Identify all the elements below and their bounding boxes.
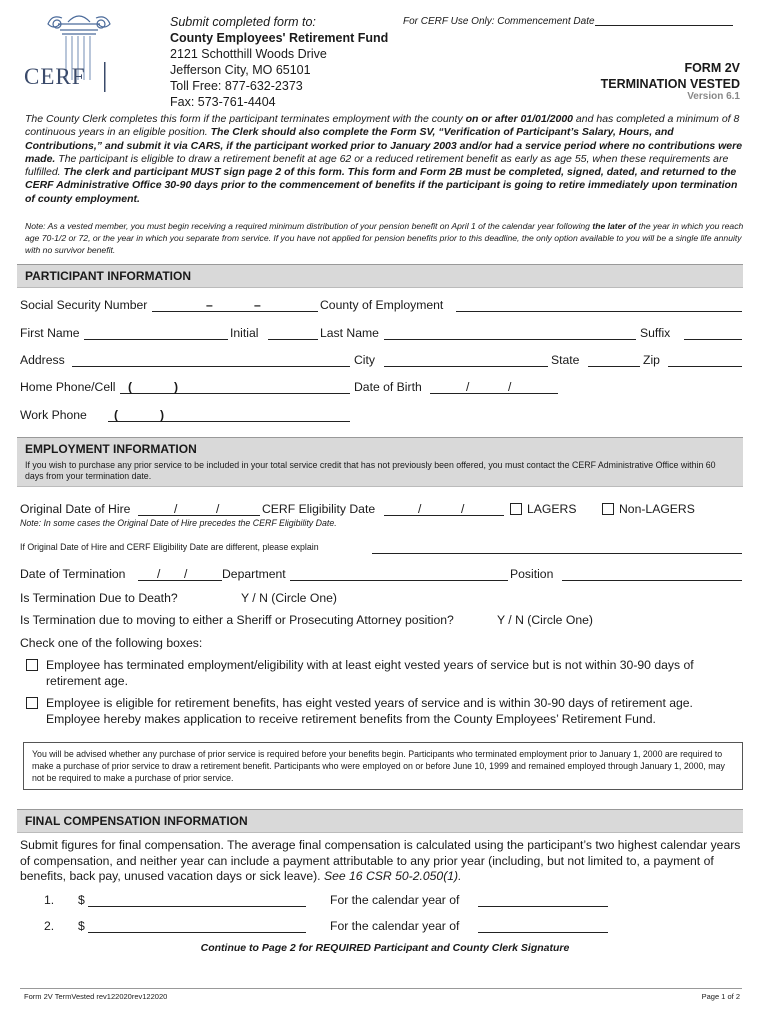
elig-slash-2: / — [461, 502, 465, 516]
first-name-label: First Name — [20, 326, 80, 340]
death-question: Is Termination Due to Death? — [20, 591, 178, 605]
intro-bold-2: The Clerk should also complete the Form SV, “Verification of Participant’s Salary, Hours, and Contributions,” and submit it via CARS, if the participant worked prior to January 2003 and/or had a service period where no contributions were made. — [25, 126, 743, 165]
hire-slash-2: / — [216, 502, 220, 516]
suffix-field[interactable] — [684, 339, 742, 340]
commencement-date-label: For CERF Use Only: Commencement Date — [403, 16, 595, 27]
work-phone-label: Work Phone — [20, 408, 87, 422]
state-field[interactable] — [588, 366, 640, 367]
first-name-field[interactable] — [84, 339, 228, 340]
footer-form-id: Form 2V TermVested rev122020rev122020 — [24, 992, 168, 1001]
option-1-text: Employee has terminated employment/eligibility with at least eight vested years of service but is not within 30-90 days of retirement age. — [46, 658, 694, 688]
continue-notice: Continue to Page 2 for REQUIRED Participant and County Clerk Signature — [200, 942, 570, 954]
final-comp-text: Submit figures for final compensation. The average final compensation is calculated using the participant’s two highest calendar years of compensation, and neither year can include a payment attributable to any prior year (including, but not limited to, a payment of benefits, back pay, unused vacation days or sick leave). — [20, 838, 741, 883]
dob-label: Date of Birth — [354, 380, 422, 394]
hire-date-label: Original Date of Hire — [20, 502, 131, 516]
intro-bold-3: The clerk and participant MUST sign page 2 of this form. This form and Form 2B must be completed, signed, dated, and returned to the CERF Administrative Office 30-90 days prior to the commencement of benefits if the participant is going to retire immediately upon termination of county employment. — [25, 166, 738, 205]
non-lagers-checkbox[interactable] — [602, 503, 614, 515]
intro-text-1: The County Clerk completes this form if the participant terminates employment with the county — [25, 113, 466, 125]
fax: Fax: 573-761-4404 — [170, 95, 276, 109]
address-label: Address — [20, 353, 65, 367]
employment-section-heading — [17, 437, 743, 487]
logo-wordmark: CERF — [24, 64, 86, 89]
commencement-date-field[interactable] — [595, 16, 733, 26]
comp-row-2-amount-field[interactable] — [88, 932, 306, 933]
ssn-label: Social Security Number — [20, 298, 148, 312]
rmd-note — [25, 220, 745, 256]
form-title: TERMINATION VESTED — [600, 77, 740, 91]
suffix-label: Suffix — [640, 326, 671, 340]
term-slash-1: / — [157, 567, 161, 581]
final-comp-paragraph — [20, 838, 742, 885]
non-lagers-label: Non-LAGERS — [619, 502, 695, 516]
dob-field[interactable] — [430, 393, 558, 394]
elig-slash-1: / — [418, 502, 422, 516]
home-phone-label: Home Phone/Cell — [20, 380, 116, 394]
comp-row-2-year-label: For the calendar year of — [330, 919, 460, 933]
initial-label: Initial — [230, 326, 259, 340]
comp-row-1-year-field[interactable] — [478, 906, 608, 907]
department-label: Department — [222, 567, 286, 581]
sheriff-answer[interactable]: Y / N (Circle One) — [497, 613, 593, 627]
eligibility-date-label: CERF Eligibility Date — [262, 502, 376, 516]
option-1-checkbox[interactable] — [26, 659, 38, 671]
last-name-field[interactable] — [384, 339, 636, 340]
state-label: State — [551, 353, 580, 367]
org-name: County Employees' Retirement Fund — [170, 31, 389, 45]
address-line-1: 2121 Schotthill Woods Drive — [170, 47, 327, 61]
intro-text-2: and has completed a minimum of 8 continuous years in an eligible position. — [25, 113, 740, 139]
initial-field[interactable] — [268, 339, 318, 340]
lagers-checkbox[interactable] — [510, 503, 522, 515]
zip-label: Zip — [643, 353, 660, 367]
comp-row-1-dollar: $ — [78, 893, 85, 907]
submit-address-block — [170, 14, 388, 110]
hire-note: Note: In some cases the Original Date of Hire precedes the CERF Eligibility Date. — [20, 518, 337, 528]
comp-row-1-number: 1. — [44, 893, 55, 907]
term-slash-2: / — [184, 567, 188, 581]
intro-bold-1: on or after 01/01/2000 — [465, 113, 573, 125]
version-label: Version 6.1 — [687, 91, 740, 102]
comp-row-2-year-field[interactable] — [478, 932, 608, 933]
prior-service-notice: You will be advised whether any purchase of prior service is required before your benefits begin. Participants who terminated employment prior to January 1, 2000 are required to make a purchase of prior service to draw a retirement benefit. Participants who were employed on or before June 10, 1999 and remained employed through January 1, 2000, may not be required to make a purchase of prior service. — [23, 742, 743, 790]
intro-text-3: The participant is eligible to draw a retirement benefit at age 62 or a reduced retirement benefit as early as age 55, when these requirements are fulfilled. — [25, 152, 729, 179]
comp-row-1-amount-field[interactable] — [88, 906, 306, 907]
position-field[interactable] — [562, 580, 742, 581]
last-name-label: Last Name — [320, 326, 379, 340]
city-field[interactable] — [384, 366, 548, 367]
sheriff-question: Is Termination due to moving to either a Sheriff or Prosecuting Attorney position? — [20, 613, 454, 627]
footer-rule — [20, 988, 742, 989]
ssn-field[interactable] — [152, 311, 318, 312]
final-comp-heading-text: FINAL COMPENSATION INFORMATION — [25, 814, 248, 828]
work-phone-field[interactable] — [108, 421, 350, 422]
city-label: City — [354, 353, 375, 367]
intro-paragraph — [25, 113, 745, 206]
position-label: Position — [510, 567, 554, 581]
home-phone-field[interactable] — [120, 393, 350, 394]
work-phone-paren-close: ) — [160, 408, 165, 422]
eligibility-date-field[interactable] — [384, 515, 504, 516]
form-id — [601, 60, 740, 92]
comp-row-2-number: 2. — [44, 919, 55, 933]
form-number: FORM 2V — [684, 61, 740, 75]
explain-field[interactable] — [372, 553, 742, 554]
dob-slash-2: / — [508, 380, 512, 394]
explain-label: If Original Date of Hire and CERF Eligibility Date are different, please explain — [20, 542, 319, 552]
cerf-use-only — [403, 16, 595, 27]
note-text-a: Note: As a vested member, you must begin receiving a required minimum distribution of your pension benefit on April 1 of the calendar year following — [25, 221, 593, 231]
final-comp-section-heading — [17, 809, 743, 833]
option-2-text: Employee is eligible for retirement benefits, has eight vested years of service and is within 30-90 days of retirement age. Employee hereby makes application to receive retirement benefits from the County Employees’ Retirement Fund. — [46, 696, 693, 726]
participant-heading-text: PARTICIPANT INFORMATION — [25, 269, 191, 283]
department-field[interactable] — [290, 580, 508, 581]
footer-page-number: Page 1 of 2 — [701, 992, 740, 1001]
home-phone-paren-open: ( — [128, 380, 133, 394]
lagers-label: LAGERS — [527, 502, 577, 516]
dob-slash-1: / — [466, 380, 470, 394]
employment-heading-sub: If you wish to purchase any prior service to be included in your total service credit that has not previously been offered, you must contact the CERF Administrative Office within 60 days from your termination date. — [25, 460, 716, 481]
comp-row-2-dollar: $ — [78, 919, 85, 933]
ssn-dash-1: – — [206, 298, 213, 312]
participant-section-heading — [17, 264, 743, 288]
hire-date-field[interactable] — [138, 515, 260, 516]
death-answer[interactable]: Y / N (Circle One) — [241, 591, 337, 605]
county-field[interactable] — [456, 311, 742, 312]
submit-to-label: Submit completed form to: — [170, 15, 316, 29]
address-field[interactable] — [72, 366, 350, 367]
employment-heading-text: EMPLOYMENT INFORMATION — [25, 442, 197, 456]
final-comp-citation: See 16 CSR 50-2.050(1). — [323, 869, 462, 883]
hire-slash-1: / — [174, 502, 178, 516]
check-one-label: Check one of the following boxes: — [20, 636, 203, 650]
termination-date-field[interactable] — [138, 580, 222, 581]
county-label: County of Employment — [320, 298, 444, 312]
home-phone-paren-close: ) — [174, 380, 179, 394]
comp-row-1-year-label: For the calendar year of — [330, 893, 460, 907]
toll-free: Toll Free: 877-632-2373 — [170, 79, 303, 93]
termination-date-label: Date of Termination — [20, 567, 126, 581]
zip-field[interactable] — [668, 366, 742, 367]
ssn-dash-2: – — [254, 298, 261, 312]
note-bold: the later of — [592, 221, 637, 231]
address-line-2: Jefferson City, MO 65101 — [170, 63, 311, 77]
note-text-c: the year in which you reach age 70-1/2 or 72, or the year in which you separate from service. If you have not applied for pension benefits prior to this deadline, the only option available to you will be a single life annuity with no survivor benefit. — [25, 221, 744, 255]
work-phone-paren-open: ( — [114, 408, 119, 422]
option-2-checkbox[interactable] — [26, 697, 38, 709]
